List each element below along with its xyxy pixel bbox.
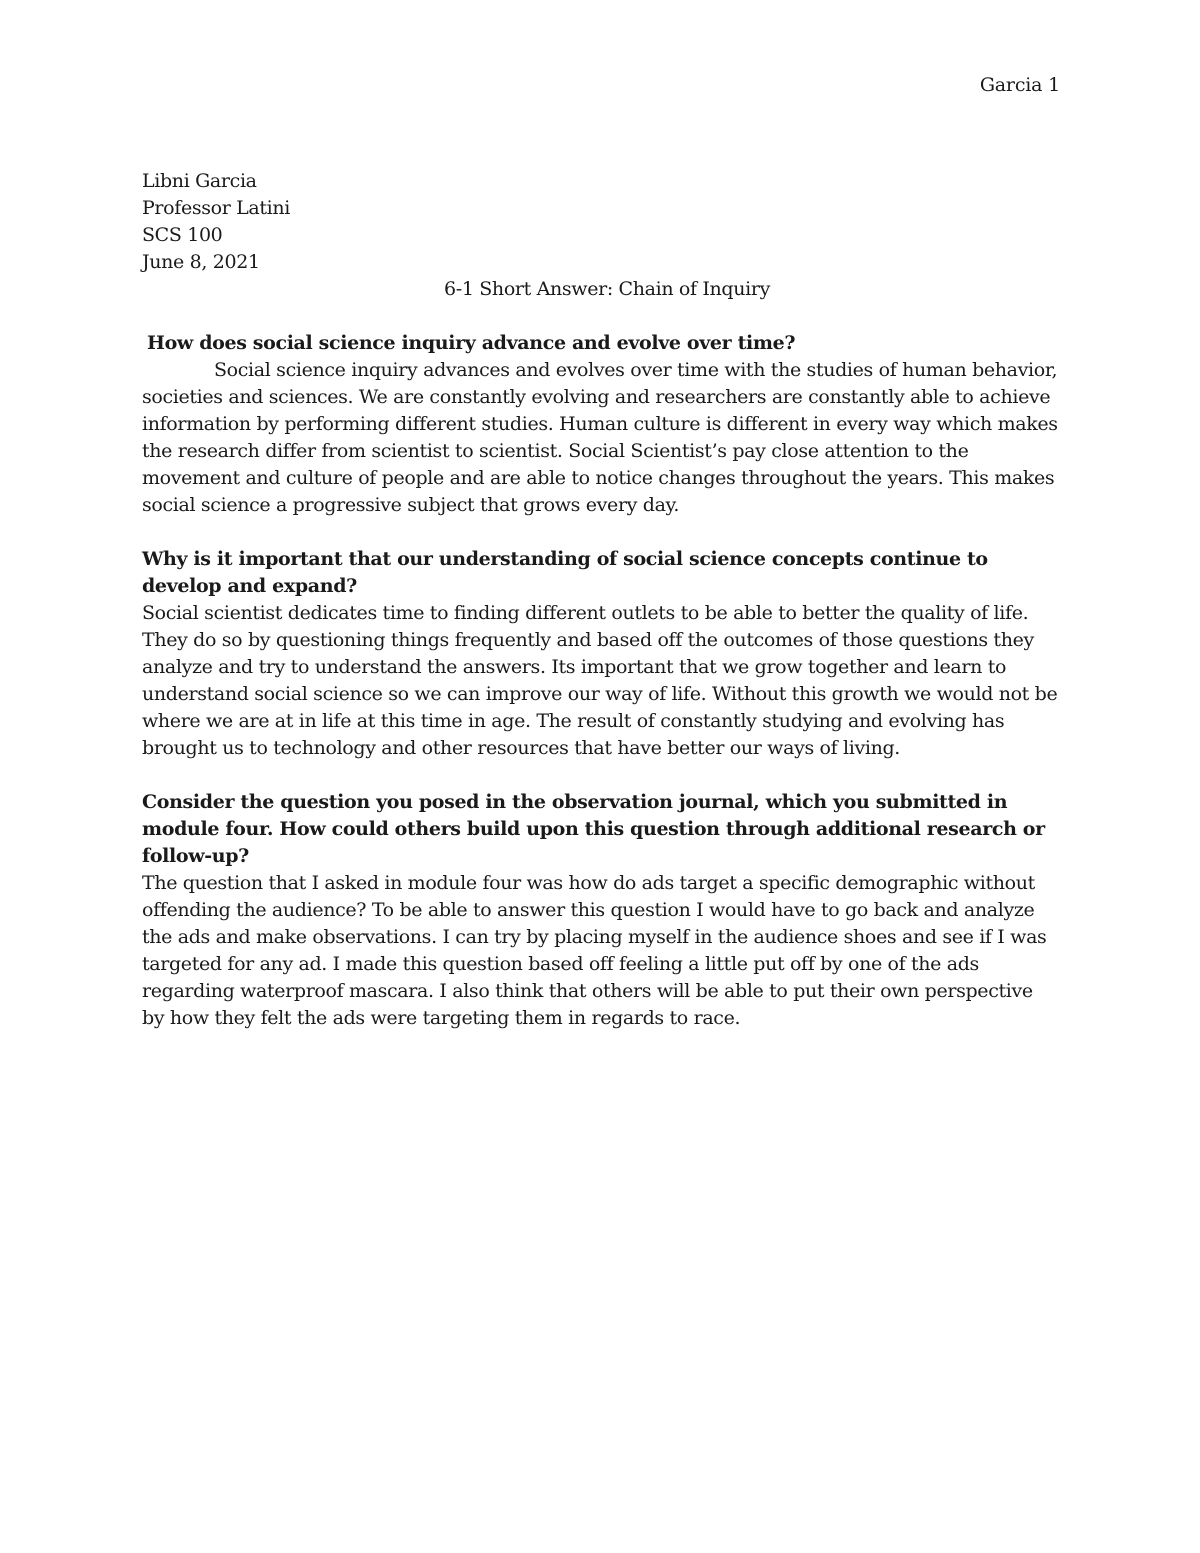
document-title: 6-1 Short Answer: Chain of Inquiry	[444, 278, 770, 300]
document-body	[142, 168, 1060, 1032]
answer-2: Social scientist dedicates time to finding different outlets to be able to better the quality of life. They do so by questioning things frequently and based off the outcomes of those questions they analyze and try to understand the answers. Its important that we grow together and learn to understand social science so we can improve our way of life. Without this growth we would not be where we are at in life at this time in age. The result of constantly studying and evolving has brought us to technology and other resources that have better our ways of living.	[142, 602, 1058, 759]
question-2: Why is it important that our understanding of social science concepts continue to develop and expand?	[142, 548, 988, 597]
answer-1: Social science inquiry advances and evolves over time with the studies of human behavior, societies and sciences. We are constantly evolving and researchers are constantly able to achieve information by performing different studies. Human culture is different in every way which makes the research differ from scientist to scientist. Social Scientist’s pay close attention to the movement and culture of people and are able to notice changes throughout the years. This makes social science a progressive subject that grows every day.	[142, 359, 1058, 516]
document-date: June 8, 2021	[142, 251, 260, 273]
course-code: SCS 100	[142, 224, 223, 246]
professor-name: Professor Latini	[142, 197, 291, 219]
running-head: Garcia 1	[979, 74, 1060, 96]
author-name: Libni Garcia	[142, 170, 257, 192]
answer-3: The question that I asked in module four was how do ads target a specific demographic without offending the audience? To be able to answer this question I would have to go back and analyze the ads and make observations. I can try by placing myself in the audience shoes and see if I was targeted for any ad. I made this question based off feeling a little put off by one of the ads regarding waterproof mascara. I also think that others will be able to put their own perspective by how they felt the ads were targeting them in regards to race.	[142, 872, 1047, 1029]
question-3: Consider the question you posed in the observation journal, which you submitted in module four. How could others build upon this question through additional research or follow-up?	[142, 791, 1045, 867]
question-1: How does social science inquiry advance and evolve over time?	[147, 332, 796, 354]
